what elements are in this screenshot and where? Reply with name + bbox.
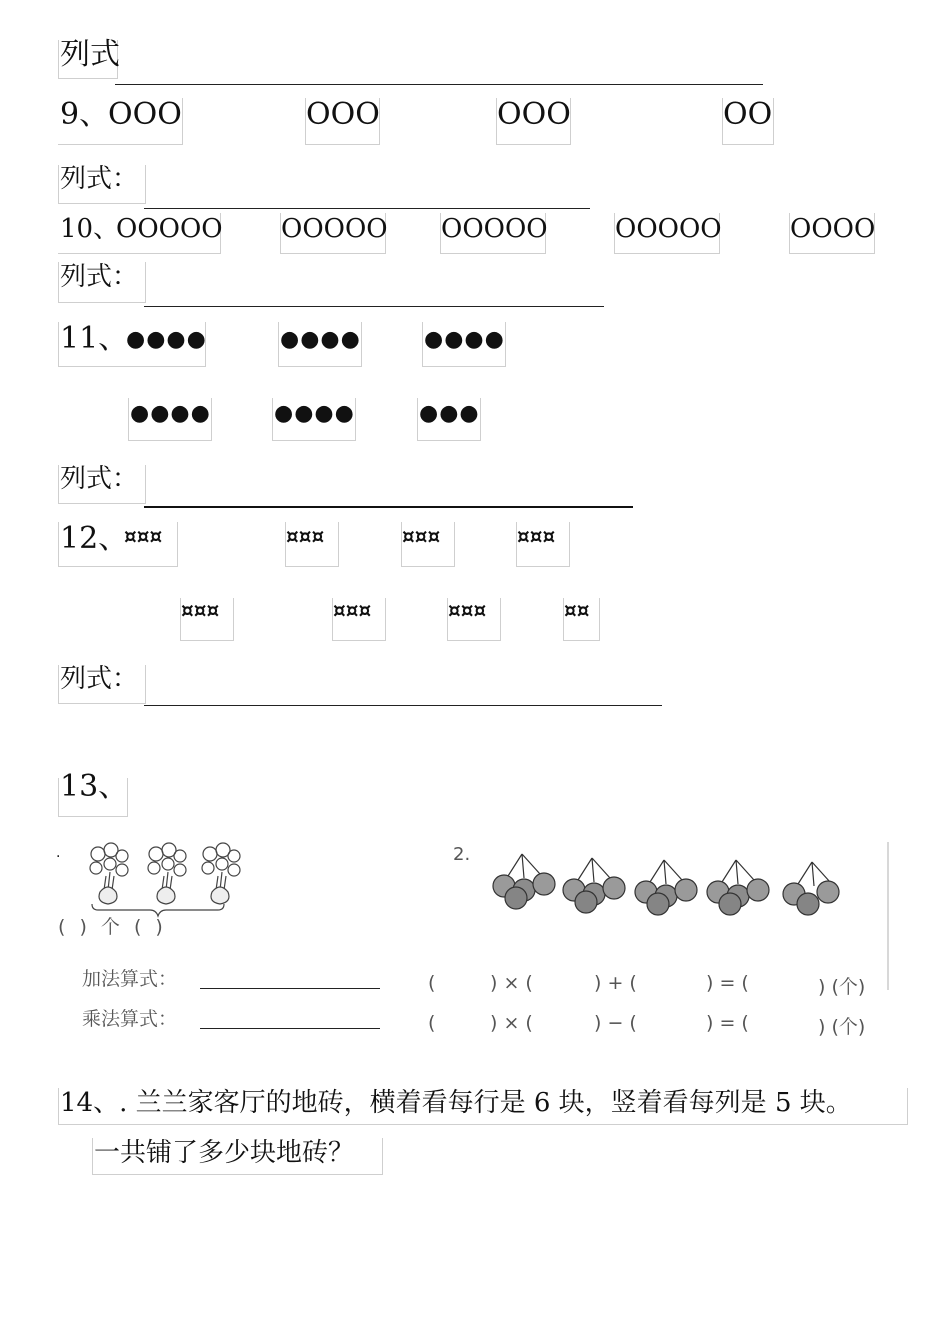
q11-row1-group-3: ●●●● [424,327,505,352]
q12-row2-group-2: ¤¤¤ [333,598,372,622]
eq1-part-5: ) (个) [818,976,866,998]
eq2-part-1: ( [428,1012,436,1034]
q12-row2-group-4: ¤¤ [564,598,590,622]
answer-line-11[interactable] [144,506,633,508]
q11-row2-group-3: ●●● [419,401,480,426]
eq2-part-4: ) = ( [706,1012,749,1034]
answer-line-top[interactable] [115,84,763,85]
q13-add-line[interactable] [200,988,380,989]
eq1-part-3: ) + ( [594,972,637,994]
q13-mul-label: 乘法算式： [82,1008,178,1030]
flower-vase-3 [202,843,240,904]
q11-row1-group-2: ●●●● [280,327,361,352]
q14-line2: 一共铺了多少块地砖？ [94,1138,355,1168]
q9-group-1: OOO [108,97,182,132]
q13-number: 13、 [60,769,129,804]
q9-group-2: OOO [306,97,380,132]
q12-row1-group-4: ¤¤¤ [517,524,556,548]
q13-left-marker: . [56,845,61,861]
lieshi-label-12: 列式： [60,664,139,694]
q11-number: 11、 [60,321,129,356]
q12-row2-group-1: ¤¤¤ [181,598,220,622]
q12-row1-group-3: ¤¤¤ [402,524,441,548]
q9-number: 9、 [60,97,110,132]
cherry-bunch-4 [707,860,769,915]
q13-left-paren-line: ( ) 个 ( ) [58,916,163,938]
flower-vase-1 [90,843,128,904]
cherry-bunch-3 [635,860,697,915]
q10-group-3: OOOOO [441,214,548,244]
eq2-part-3: ) − ( [594,1012,637,1034]
answer-line-9[interactable] [144,208,590,209]
lieshi-label-11: 列式： [60,464,139,494]
eq1-part-4: ) = ( [706,972,749,994]
q12-row2-group-3: ¤¤¤ [448,598,487,622]
q9-group-3: OOO [497,97,571,132]
flower-vases-image [78,840,248,920]
lieshi-label-9: 列式： [60,164,139,194]
q13-mul-line[interactable] [200,1028,380,1029]
flower-vase-2 [148,843,186,904]
q12-number: 12、 [60,521,129,556]
q10-number: 10、 [60,214,120,244]
q9-group-4: OO [723,97,773,132]
q12-row1-group-1: ¤¤¤ [124,524,163,548]
q11-row2-group-2: ●●●● [274,401,355,426]
q11-row2-group-1: ●●●● [130,401,211,426]
lieshi-label-top: 列式 [60,37,120,72]
q13-add-label: 加法算式： [82,968,178,990]
q13-right-marker: 2. [453,844,471,865]
eq1-part-1: ( [428,972,436,994]
brace [92,904,224,916]
cherry-bunch-2 [563,858,625,913]
q10-group-4: OOOOO [615,214,722,244]
q10-group-2: OOOOO [281,214,388,244]
q11-row1-group-1: ●●●● [126,327,207,352]
cherries-image [488,850,848,916]
q10-group-5: OOOO [790,214,876,244]
eq2-part-2: ) × ( [490,1012,533,1034]
cherry-bunch-5 [783,862,839,915]
eq1-part-2: ) × ( [490,972,533,994]
answer-line-10[interactable] [144,306,604,307]
q14-line1: 14、. 兰兰家客厅的地砖，横着看每行是 6 块，竖着看每列是 5 块。 [60,1088,852,1118]
answer-line-12[interactable] [144,705,662,706]
cherry-bunch-1 [493,854,555,909]
eq2-part-5: ) (个) [818,1016,866,1038]
right-edge-border [887,842,889,990]
q12-row1-group-2: ¤¤¤ [286,524,325,548]
lieshi-label-10: 列式： [60,262,139,292]
q10-group-1: OOOOO [116,214,223,244]
